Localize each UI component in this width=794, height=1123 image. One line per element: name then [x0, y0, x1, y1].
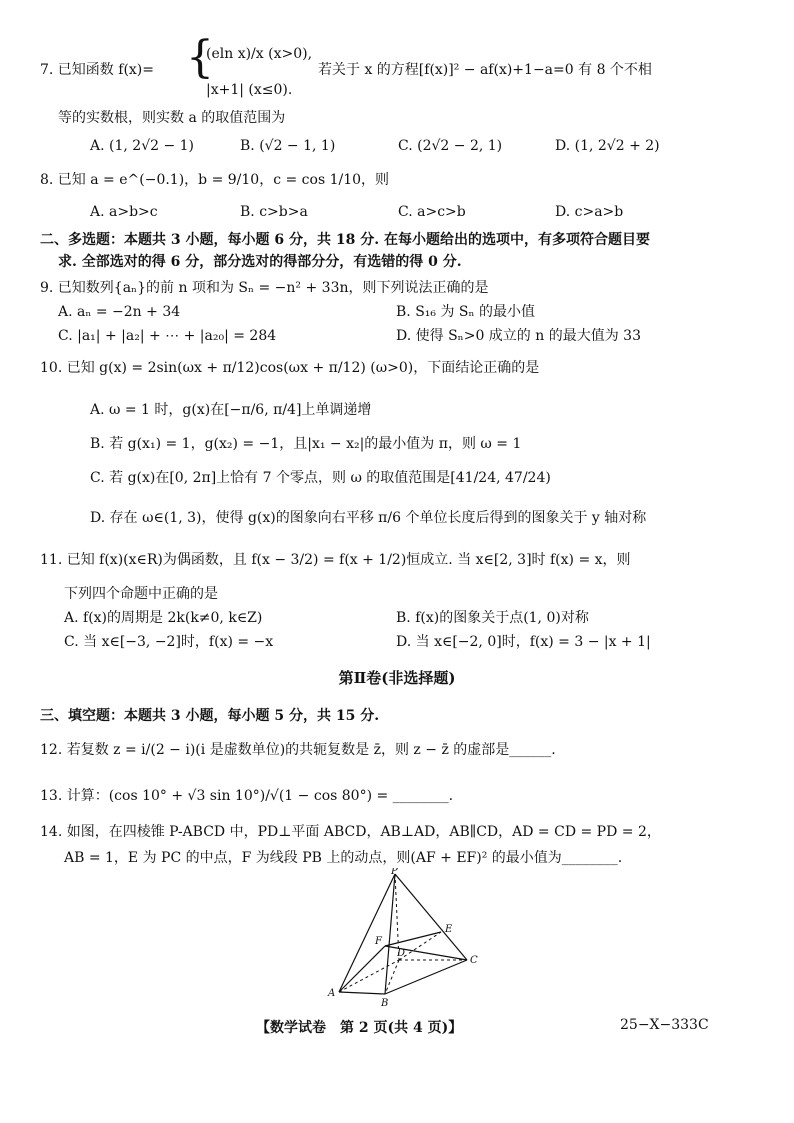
q9-option-b: B. S₁₆ 为 Sₙ 的最小值	[396, 304, 536, 320]
q14-line2: AB = 1，E 为 PC 的中点，F 为线段 PB 上的动点，则(AF + EF)² 的最小值为________.	[64, 850, 623, 866]
q11-option-d: D. 当 x∈[−2, 0]时，f(x) = 3 − |x + 1|	[396, 634, 651, 650]
q7-case2: |x+1| (x≤0).	[206, 82, 293, 98]
pyramid-figure	[325, 868, 495, 1008]
edge-DE	[399, 932, 441, 960]
q7-option-a: A. (1, 2√2 − 1)	[90, 138, 195, 154]
q7-line2: 等的实数根，则实数 a 的取值范围为	[58, 110, 286, 126]
edge-AD	[339, 960, 399, 992]
edge-AB	[339, 992, 385, 994]
q10-option-b: B. 若 g(x₁) = 1，g(x₂) = −1，且|x₁ − x₂|的最小值为 π，则 ω = 1	[90, 436, 522, 452]
edge-BC	[385, 960, 467, 994]
label-B: B	[381, 998, 389, 1008]
q8-option-d: D. c>a>b	[555, 204, 624, 220]
label-A: A	[328, 988, 336, 999]
q7-case1: (eln x)/x (x>0),	[206, 46, 313, 62]
q11-line2: 下列四个命题中正确的是	[64, 586, 218, 602]
q9-option-c: C. |a₁| + |a₂| + ⋯ + |a₂₀| = 284	[58, 328, 277, 344]
edge-AF	[339, 946, 385, 992]
exam-code: 25−X−333C	[620, 1017, 709, 1033]
label-P: P	[391, 868, 398, 877]
q12-text: 12. 若复数 z = i/(2 − i)(i 是虚数单位)的共轭复数是 z̄，则 z − z̄ 的虚部是______.	[40, 742, 556, 758]
q11-option-c: C. 当 x∈[−3, −2]时，f(x) = −x	[64, 634, 274, 650]
label-E: E	[445, 924, 453, 935]
q7-suffix: 若关于 x 的方程[f(x)]² − af(x)+1−a=0 有 8 个不相	[318, 62, 652, 78]
q10-option-c: C. 若 g(x)在[0, 2π]上恰有 7 个零点，则 ω 的取值范围是[41/24, 47/24)	[90, 470, 551, 486]
label-D: D	[397, 948, 406, 959]
q8-option-b: B. c>b>a	[240, 204, 308, 220]
q11-stem: 11. 已知 f(x)(x∈R)为偶函数，且 f(x − 3/2) = f(x + 1/2)恒成立. 当 x∈[2, 3]时 f(x) = x，则	[40, 552, 631, 568]
q9-option-d: D. 使得 Sₙ>0 成立的 n 的最大值为 33	[396, 328, 641, 344]
part2-title: 第Ⅱ卷(非选择题)	[338, 669, 456, 687]
q7-option-b: B. (√2 − 1, 1)	[240, 138, 336, 154]
section2-heading: 二、多选题：本题共 3 小题，每小题 6 分，共 18 分. 在每小题给出的选项中，有多项符合题目要	[40, 232, 650, 248]
piecewise-brace: {	[186, 32, 214, 83]
page-footer: 【数学试卷 第 2 页(共 4 页)】	[256, 1020, 463, 1036]
q11-option-b: B. f(x)的图象关于点(1, 0)对称	[396, 610, 589, 626]
q11-option-a: A. f(x)的周期是 2k(k≠0, k∈Z)	[64, 610, 263, 626]
edge-FE	[385, 932, 441, 946]
q7-option-c: C. (2√2 − 2, 1)	[398, 138, 503, 154]
edge-PC	[395, 874, 467, 960]
section2-heading-cont: 求. 全部选对的得 6 分，部分选对的得部分分，有选错的得 0 分.	[58, 254, 462, 270]
q10-option-a: A. ω = 1 时，g(x)在[−π/6, π/4]上单调递增	[90, 402, 372, 418]
label-F: F	[375, 936, 382, 947]
q10-option-d: D. 存在 ω∈(1, 3)，使得 g(x)的图象向右平移 π/6 个单位长度后得到的图象关于 y 轴对称	[90, 510, 647, 526]
q8-option-a: A. a>b>c	[90, 204, 158, 220]
q8-option-c: C. a>c>b	[398, 204, 466, 220]
label-C: C	[470, 955, 478, 966]
q14-line1: 14. 如图，在四棱锥 P-ABCD 中，PD⊥平面 ABCD，AB⊥AD，AB∥CD，AD = CD = PD = 2，	[40, 824, 661, 840]
q13-text: 13. 计算：(cos 10° + √3 sin 10°)/√(1 − cos 80°) = ________.	[40, 788, 454, 804]
q9-option-a: A. aₙ = −2n + 34	[58, 304, 181, 320]
q7-option-d: D. (1, 2√2 + 2)	[555, 138, 660, 154]
q8-stem: 8. 已知 a = e^(−0.1)，b = 9/10，c = cos 1/10，则	[40, 172, 390, 188]
section3-heading: 三、填空题：本题共 3 小题，每小题 5 分，共 15 分.	[40, 708, 380, 724]
q10-stem: 10. 已知 g(x) = 2sin(ωx + π/12)cos(ωx + π/12) (ω>0)，下面结论正确的是	[40, 360, 540, 376]
q7-prefix: 7. 已知函数 f(x)=	[40, 62, 154, 78]
q9-stem: 9. 已知数列{aₙ}的前 n 项和为 Sₙ = −n² + 33n，则下列说法正确的是	[40, 280, 489, 296]
